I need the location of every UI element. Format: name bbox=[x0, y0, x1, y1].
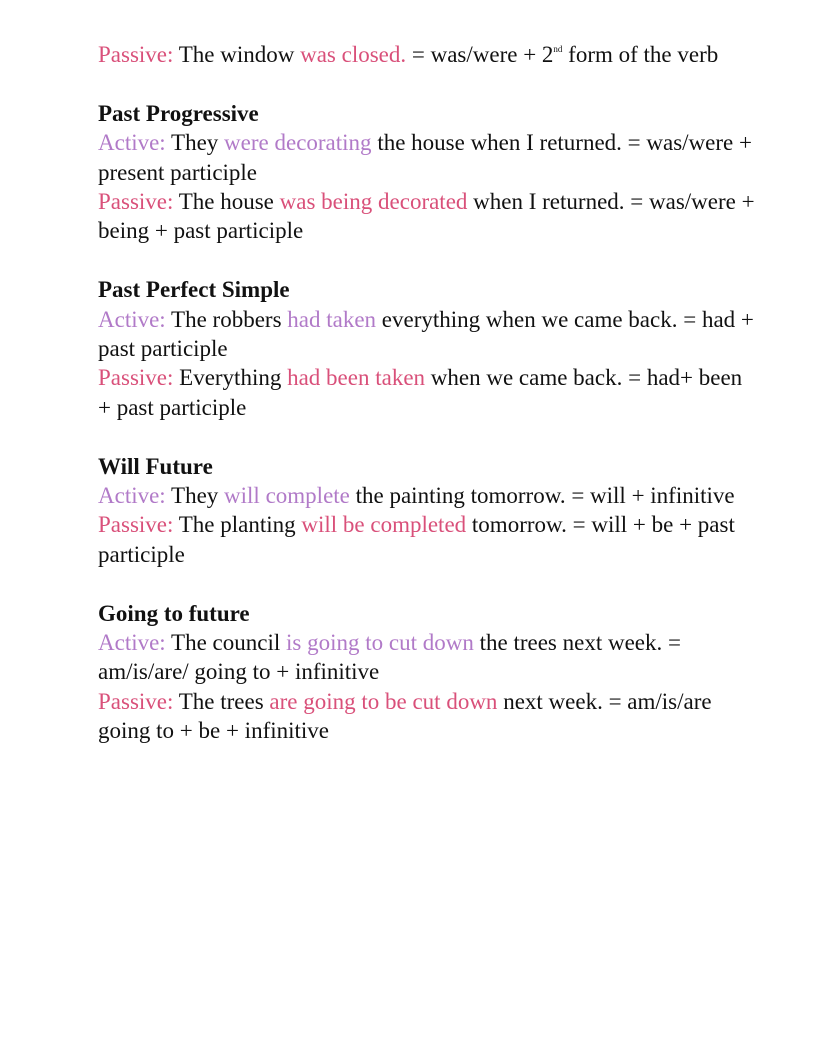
passive-rule: when I returned. = was/were + being + past participle bbox=[98, 189, 755, 244]
passive-rule-end: form of the verb bbox=[562, 42, 719, 67]
active-subject: The council bbox=[165, 630, 286, 656]
intro-block bbox=[98, 40, 758, 69]
passive-rule: = was/were + 2 bbox=[406, 42, 554, 67]
section-past-perfect-simple bbox=[98, 275, 758, 422]
passive-subject: The house bbox=[173, 189, 280, 215]
passive-verb: will be completed bbox=[301, 512, 467, 538]
section-heading: Going to future bbox=[98, 600, 250, 626]
passive-label: Passive: bbox=[98, 42, 174, 67]
active-verb: had taken bbox=[287, 306, 377, 332]
active-example bbox=[98, 305, 758, 364]
passive-example bbox=[98, 687, 758, 746]
section-heading: Past Progressive bbox=[98, 100, 259, 126]
passive-example bbox=[98, 40, 758, 69]
document-page bbox=[98, 40, 758, 746]
active-rule: the painting tomorrow. = will + infinitive bbox=[349, 483, 735, 509]
passive-label: Passive: bbox=[98, 365, 174, 391]
passive-label: Passive: bbox=[98, 512, 174, 538]
active-rule: the trees next week. = am/is/are/ going to + infinitive bbox=[98, 630, 681, 685]
passive-verb: was being decorated bbox=[279, 189, 468, 215]
section-going-to-future bbox=[98, 599, 758, 746]
active-subject: They bbox=[165, 130, 225, 156]
section-will-future bbox=[98, 452, 758, 570]
passive-rule: when we came back. = had+ been + past participle bbox=[98, 365, 743, 420]
active-subject: The robbers bbox=[165, 306, 288, 332]
passive-subject: Everything bbox=[173, 365, 288, 391]
ordinal-suffix: nd bbox=[553, 44, 563, 54]
passive-example bbox=[98, 510, 758, 569]
section-heading: Will Future bbox=[98, 453, 213, 479]
passive-verb: are going to be cut down bbox=[269, 688, 498, 714]
active-example bbox=[98, 628, 758, 687]
active-label: Active: bbox=[98, 306, 166, 332]
active-label: Active: bbox=[98, 130, 166, 156]
active-example bbox=[98, 481, 758, 510]
active-verb: will complete bbox=[224, 483, 350, 509]
active-label: Active: bbox=[98, 483, 166, 509]
section-past-progressive bbox=[98, 99, 758, 246]
passive-label: Passive: bbox=[98, 688, 174, 714]
passive-label: Passive: bbox=[98, 189, 174, 215]
passive-subject: The window bbox=[173, 42, 301, 67]
passive-example bbox=[98, 187, 758, 246]
active-rule: the house when I returned. = was/were + present participle bbox=[98, 130, 752, 185]
passive-verb: was closed. bbox=[300, 42, 407, 67]
passive-example bbox=[98, 363, 758, 422]
active-label: Active: bbox=[98, 630, 166, 656]
section-heading: Past Perfect Simple bbox=[98, 277, 290, 303]
passive-verb: had been taken bbox=[287, 365, 426, 391]
passive-rule: tomorrow. = will + be + past participle bbox=[98, 512, 735, 567]
active-verb: is going to cut down bbox=[286, 630, 474, 656]
passive-subject: The planting bbox=[173, 512, 302, 538]
active-subject: They bbox=[165, 483, 225, 509]
active-verb: were decorating bbox=[224, 130, 372, 156]
passive-subject: The trees bbox=[173, 688, 270, 714]
active-example bbox=[98, 128, 758, 187]
active-rule: everything when we came back. = had + past participle bbox=[98, 306, 754, 362]
passive-rule: next week. = am/is/are going to + be + infinitive bbox=[98, 688, 712, 744]
